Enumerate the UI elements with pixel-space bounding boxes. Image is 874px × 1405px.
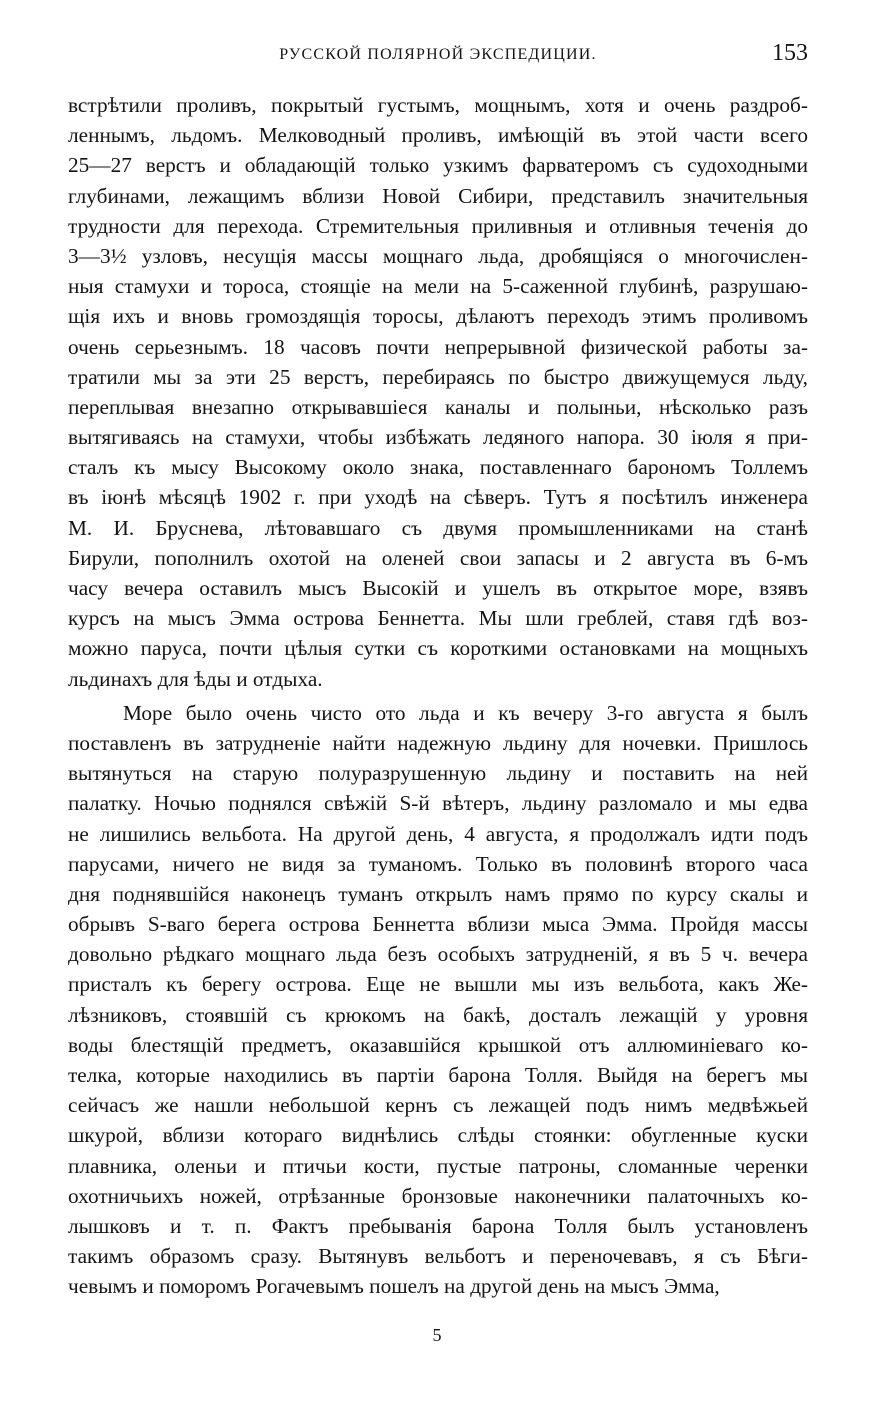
running-header xyxy=(68,40,808,74)
text-line: переплывая внезапно открывавшіеся каналы и полыньи, нѣсколько разъ xyxy=(68,394,808,419)
text-line: плавника, оленьи и птичьи кости, пустые патроны, сломанные черенки xyxy=(68,1153,808,1178)
printer-signature-mark: 5 xyxy=(432,1325,442,1345)
text-line: лышковъ и т. п. Фактъ пребыванія барона Толля былъ установленъ xyxy=(68,1213,808,1238)
page-number: 153 xyxy=(772,40,808,66)
paragraph-1 xyxy=(68,90,808,694)
text-line: вытянуться на старую полуразрушенную льдину и поставить на ней xyxy=(68,761,808,786)
text-line: Море было очень чисто ото льда и къ вечеру 3-го августа я былъ xyxy=(123,700,808,725)
text-line: трудности для перехода. Стремительныя приливныя и отливныя теченія до xyxy=(68,213,808,238)
text-line: чевымъ и поморомъ Рогачевымъ пошелъ на другой день на мысъ Эмма, xyxy=(68,1274,720,1299)
text-line: щія ихъ и вновь громоздящія торосы, дѣлаютъ переходъ этимъ проливомъ xyxy=(68,304,808,329)
text-line: 25—27 верстъ и обладающій только узкимъ фарватеромъ съ судоходными xyxy=(68,153,808,178)
text-line: тратили мы за эти 25 верстъ, перебираясь по быстро движущемуся льду, xyxy=(68,364,808,389)
text-line: довольно рѣдкаго мощнаго льда безъ особыхъ затрудненій, я въ 5 ч. вечера xyxy=(68,942,808,967)
body-text xyxy=(68,90,808,1306)
text-line: вытягиваясь на стамухи, чтобы избѣжать ледяного напора. 30 іюля я при- xyxy=(68,425,808,450)
text-line: присталъ къ берегу острова. Еще не вышли мы изъ вельбота, какъ Же- xyxy=(68,972,808,997)
text-line: телка, которые находились въ партіи барона Толля. Выйдя на берегъ мы xyxy=(68,1063,808,1087)
text-line: очень серьезнымъ. 18 часовъ почти непрерывной физической работы за- xyxy=(68,334,808,359)
text-line: лѣзниковъ, стоявшій съ крюкомъ на бакѣ, досталъ лежащій у уровня xyxy=(68,1002,808,1027)
text-line: можно паруса, почти цѣлыя сутки съ короткими остановками на мощныхъ xyxy=(68,636,808,661)
text-line: льдинахъ для ѣды и отдыха. xyxy=(68,666,323,691)
text-line: часу вечера оставилъ мысъ Высокій и ушелъ въ открытое море, взявъ xyxy=(68,576,808,600)
text-line: леннымъ, льдомъ. Мелководный проливъ, имѣющій въ этой части всего xyxy=(68,123,808,148)
text-line: сейчасъ же нашли небольшой кернъ съ лежащей подъ нимъ медвѣжьей xyxy=(68,1093,808,1118)
text-line: Бирули, пополнилъ охотой на оленей свои запасы и 2 августа въ 6-мъ xyxy=(68,545,808,570)
text-line: поставленъ въ затрудненіе найти надежную льдину для ночевки. Пришлось xyxy=(68,730,808,755)
text-line: курсъ на мысъ Эмма острова Беннетта. Мы шли греблей, ставя гдѣ воз- xyxy=(68,606,808,631)
text-line: не лишились вельбота. На другой день, 4 августа, я продолжалъ идти подъ xyxy=(68,821,808,846)
text-line: воды блестящій предметъ, оказавшійся крышкой отъ аллюминіеваго ко- xyxy=(68,1032,808,1057)
running-title: РУССКОЙ ПОЛЯРНОЙ ЭКСПЕДИЦИИ. xyxy=(279,46,597,63)
text-line: шкурой, вблизи котораго виднѣлись слѣды стоянки: обугленные куски xyxy=(68,1123,808,1148)
text-line: встрѣтили проливъ, покрытый густымъ, мощнымъ, хотя и очень раздроб- xyxy=(68,93,808,117)
text-line: сталъ къ мысу Высокому около знака, поставленнаго барономъ Толлемъ xyxy=(68,455,808,480)
text-line: глубинами, лежащимъ вблизи Новой Сибири, представилъ значительныя xyxy=(68,183,808,208)
text-line: ныя стамухи и тороса, стоящіе на мели на 5-саженной глубинѣ, разрушаю- xyxy=(68,274,808,299)
text-line: обрывъ S-ваго берега острова Беннетта вблизи мыса Эмма. Пройдя массы xyxy=(68,912,808,937)
text-line: 3—3½ узловъ, несущія массы мощнаго льда, дробящіяся о многочислен- xyxy=(68,243,808,268)
text-line: въ іюнѣ мѣсяцѣ 1902 г. при уходѣ на сѣверъ. Тутъ я посѣтилъ инженера xyxy=(68,485,808,510)
text-line: такимъ образомъ сразу. Вытянувъ вельботъ и переночевавъ, я съ Бѣги- xyxy=(68,1244,808,1269)
text-line: дня поднявшійся наконецъ туманъ открылъ намъ прямо по курсу скалы и xyxy=(68,881,808,906)
text-line: парусами, ничего не видя за туманомъ. Только въ половинѣ второго часа xyxy=(68,851,808,876)
text-line: палатку. Ночью поднялся свѣжій S-й вѣтеръ, льдину разломало и мы едва xyxy=(68,791,808,816)
paragraph-2 xyxy=(68,698,808,1302)
text-line: М. И. Бруснева, лѣтовавшаго съ двумя промышленниками на станѣ xyxy=(68,515,808,540)
text-line: охотничьихъ ножей, отрѣзанные бронзовые наконечники палаточныхъ ко- xyxy=(68,1183,808,1208)
